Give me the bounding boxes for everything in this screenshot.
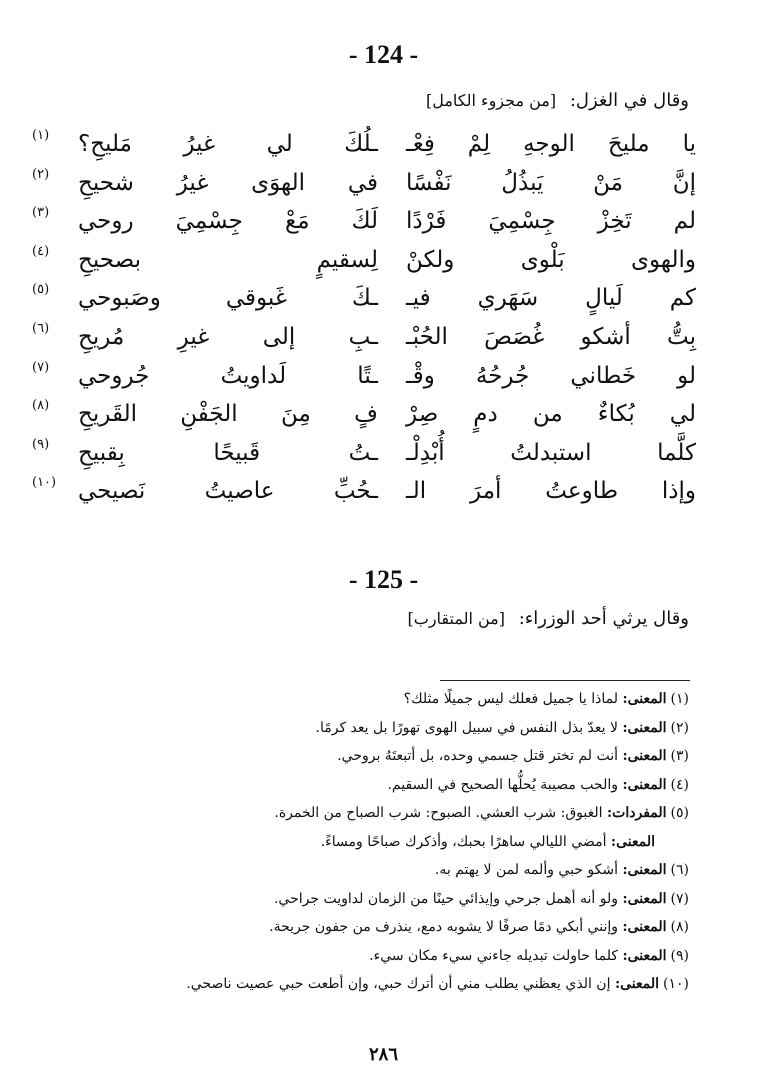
verse-footnote-marker: (٩): [32, 436, 50, 452]
poem-number-125: - 125 -: [348, 565, 419, 594]
footnote-number: (١): [670, 691, 689, 707]
footnote-number: (٧): [670, 890, 689, 907]
footnote-number: (٢): [670, 719, 689, 736]
footnote-label: المعنى:: [614, 976, 660, 992]
poem-meter: [من مجزوء الكامل]: [426, 91, 557, 110]
footnote-number: (١٠): [663, 976, 689, 992]
verse-line: [32, 358, 696, 394]
footnote-number: (٩): [670, 947, 689, 964]
verse-footnote-marker: (١٠): [32, 475, 57, 491]
verse-second-hemistich: ـبِ إلى غيرِ مُريحِ: [78, 324, 378, 350]
footnote-label: المعنى:: [622, 719, 667, 736]
footnote-label: المعنى:: [622, 947, 667, 964]
footnote-line: [69, 831, 689, 853]
footnote-line: [69, 717, 689, 739]
verse-first-hemistich: يا مليحَ الوجهِ لِمْ فِعْـ: [406, 131, 696, 157]
verse-second-hemistich: فٍ مِنَ الجَفْنِ القَريحِ: [78, 401, 378, 428]
footnote-text: أنت لم تختر قتل جسمي وحده، بل أتبعتَهُ بروحي.: [337, 748, 618, 764]
verse-first-hemistich: لو خَطاني جُرحُهُ وقْـ: [406, 362, 696, 389]
verse-line: [32, 242, 696, 278]
poem-intro-text: وقال يرثي أحد الوزراء:: [518, 608, 689, 629]
verse-footnote-marker: (٥): [32, 282, 50, 298]
footnote-divider: [440, 680, 690, 681]
verse-second-hemistich: ـتًا لَداويتُ جُروحي: [78, 362, 378, 389]
verse-second-hemistich: لِسقيمٍ بصحيحِ: [78, 246, 378, 273]
verse-first-hemistich: والهوى بَلْوى ولكنْ: [406, 246, 696, 273]
verse-second-hemistich: لَكَ مَعْ جِسْمِيَ روحي: [78, 208, 378, 235]
verse-second-hemistich: ـحُبِّ عاصيتُ نَصيحي: [78, 478, 378, 505]
poem-intro-125: [408, 606, 689, 632]
footnote-text: الغبوق: شرب العشي. الصبوح: شرب الصباح من الخمرة.: [274, 805, 603, 821]
footnote-number: (٥): [670, 805, 689, 821]
verse-second-hemistich: ـكَ غَبوقي وصَبوحي: [78, 285, 378, 312]
footnote-text: والحب مصيبة يُحلُّها الصحيح في السقيم.: [387, 776, 618, 793]
verse-first-hemistich: كلَّما استبدلتُ أُبْدِلْـ: [406, 439, 696, 466]
poem-meter: [من المتقارب]: [407, 609, 505, 628]
verse-second-hemistich: في الهوَى غيرُ شحيحِ: [78, 169, 378, 196]
verse-second-hemistich: ـتُ قَبيحًا بِقبيحِ: [78, 439, 378, 466]
footnote-text: أمضي الليالي ساهرًا بحبك، وأذكرك صباحًا ومساءً.: [320, 833, 607, 850]
verse-line: [32, 165, 696, 201]
footnote-text: ولو أنه أهمل جرحي وإيذائي حينًا من الزمان لداويت جراحي.: [273, 890, 618, 907]
footnote-label: المعنى:: [622, 691, 667, 707]
verse-first-hemistich: لم تَخِزْ جِسْمِيَ فَرْدًا: [406, 208, 696, 235]
verse-footnote-marker: (٤): [32, 243, 50, 259]
footnote-line: [69, 916, 689, 938]
footnote-line: [69, 945, 689, 967]
footnote-text: لا يعدّ بذل النفس في سبيل الهوى تهورًا بل يعد كرمًا.: [315, 719, 618, 736]
footnote-line: [69, 888, 689, 910]
footnote-line: [69, 688, 689, 710]
footnote-number: (٤): [670, 776, 689, 793]
verse-second-hemistich: ـلُكَ لي غيرُ مَليحِ؟: [78, 131, 378, 157]
verse-line: [32, 319, 696, 355]
verse-line: [32, 203, 696, 239]
footnote-number: (٣): [670, 748, 689, 764]
footnote-text: إن الذي يعظني يطلب مني أن أترك حبي، وإن أطعت حبي عصيت ناصحي.: [186, 976, 611, 992]
footnote-text: وإنني أبكي دمًا صرفًا لا يشوبه دمع، ينذرف من جفون جريحة.: [269, 919, 618, 935]
footnote-text: كلما حاولت تبديله جاءني سيء مكان سيء.: [369, 947, 618, 964]
footnote-text: أشكو حبي وألمه لمن لا يهتم به.: [434, 862, 618, 878]
page-number: ٢٨٦: [368, 1044, 398, 1065]
footnote-line: [69, 774, 689, 796]
verse-footnote-marker: (٢): [32, 166, 50, 182]
verse-line: [32, 396, 696, 432]
footnote-line: [69, 973, 689, 995]
verse-first-hemistich: إنَّ مَنْ يَبذُلُ نَفْسًا: [406, 169, 696, 196]
verse-line: [32, 473, 696, 509]
verse-footnote-marker: (١): [32, 128, 50, 143]
verse-first-hemistich: بِتُّ أشكو غُصَصَ الحُبْـ: [406, 324, 696, 350]
footnote-text: لماذا يا جميل فعلك ليس جميلًا مثلك؟: [403, 691, 618, 707]
footnote-label: المعنى:: [610, 833, 655, 850]
footnote-line: [69, 859, 689, 881]
footnote-label: المعنى:: [622, 862, 667, 878]
footnote-number: (٦): [670, 862, 689, 878]
verse-line: [32, 435, 696, 471]
footnote-number: (٨): [670, 919, 689, 935]
footnote-label: المفردات:: [607, 805, 667, 821]
verse-line: [32, 126, 696, 162]
verse-footnote-marker: (٧): [32, 359, 50, 375]
poem-intro-124: [426, 88, 689, 114]
footnote-line: [69, 802, 689, 824]
footnote-label: المعنى:: [622, 748, 667, 764]
poem-number-124: - 124 -: [348, 40, 419, 69]
verse-line: [32, 280, 696, 316]
footnote-line: [69, 745, 689, 767]
verse-footnote-marker: (٦): [32, 321, 50, 336]
footnote-label: المعنى:: [622, 776, 667, 793]
verse-first-hemistich: كم لَيالٍ سَهَري فيـ: [406, 285, 696, 312]
footnote-label: المعنى:: [622, 890, 667, 907]
footnote-label: المعنى:: [622, 919, 667, 935]
poem-intro-text: وقال في الغزل:: [569, 90, 689, 111]
verse-footnote-marker: (٣): [32, 205, 50, 221]
verse-first-hemistich: وإذا طاوعتُ أمرَ الـ: [406, 478, 696, 505]
verse-footnote-marker: (٨): [32, 398, 50, 414]
verse-first-hemistich: لي بُكاءٌ من دمٍ صِرْ: [406, 401, 696, 428]
